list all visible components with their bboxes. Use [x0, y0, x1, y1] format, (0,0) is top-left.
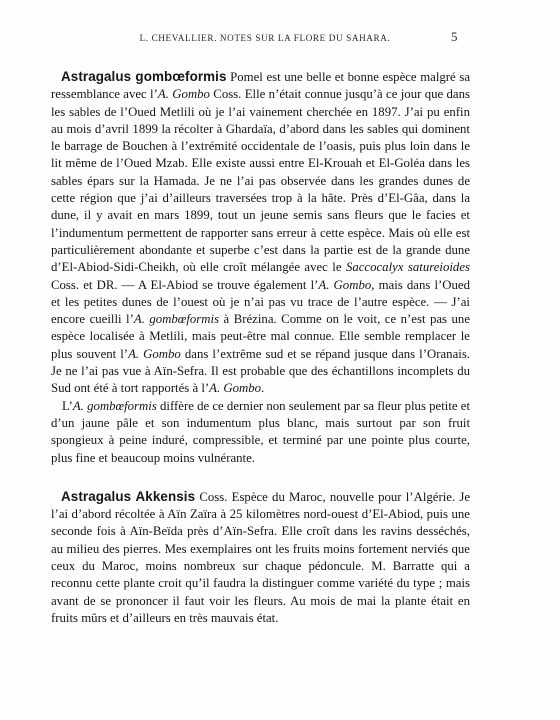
- running-head: L. CHEVALLIER. NOTES SUR LA FLORE DU SAHARA.: [139, 33, 391, 43]
- species-name: Astragalus gombœformis: [61, 69, 227, 84]
- species-name: Astragalus Akkensis: [61, 488, 196, 504]
- text-run: dans l’extrême sud et se répand jusque dans l’Oranais. Je ne l’ai pas vue à Aïn-Sefra. Il est probable que des échantillons incomplets du Sud ont été à tort rapportés à l’: [51, 346, 470, 396]
- text-run: , mais dans l’Oued et les petites dunes de l’ouest où je n’ai pas vu trace de l’autre espèce. — J’ai encore cueilli l’: [51, 277, 470, 327]
- text-run: Coss. et DR. — A El-Abiod se trouve également l’: [51, 277, 319, 292]
- text-run: diffère de ce dernier non seulement par sa fleur plus petite et d’un jaune pâle et son indumentum plus blanc, mais surtout par son fruit spongieux à peine induré, compressible, et terminé par une pointe plus courte, plus fine et beaucoup moins vulnérante.: [51, 398, 470, 465]
- italic-text: A. Gombo: [128, 346, 181, 361]
- page-number: 5: [451, 29, 458, 44]
- text-run: Coss. Espèce du Maroc, nouvelle pour l’Algérie. Je l’ai d’abord récoltée à Aïn Zaïra à 25 kilomètres nord-ouest d’El-Abiod, puis une seconde fois à Aïn-Beïda près d’Aïn-Sefra. Elle croît dans les ravins desséchés, au milieu des pierres. Mes exemplaires ont les fruits moins fortement nerviés que ceux du Maroc, moins nombreux sur chaque pédoncule. M. Barratte qui a reconnu cette plante croit qu’il faudra la distinguer comme variété du type ; mais avant de se prononcer il faut voir les fleurs. Au mois de mai la plante était en fruits mûrs et d’ailleurs en très mauvais état.: [51, 489, 470, 625]
- paragraph: [51, 398, 470, 467]
- section-gap: [51, 467, 470, 488]
- italic-text: A. Gombo: [318, 277, 372, 292]
- text-run: L’: [62, 398, 73, 413]
- paragraph: [51, 488, 470, 627]
- text-run: à Brézina. Comme on le voit, ce n’est pas une espèce localisée à Metlili, mais peut-être mal connue. Elle semble remplacer le plus souvent l’: [51, 312, 471, 361]
- italic-text: A. gombœformis: [133, 312, 220, 327]
- italic-text: A. Gombo: [209, 381, 262, 396]
- italic-text: A. gombœformis: [72, 398, 157, 413]
- italic-text: A. Gombo: [157, 87, 210, 102]
- entry-astragalus-akkensis: [51, 488, 470, 627]
- paragraph: [51, 68, 470, 398]
- italic-text: Saccocalyx satureioides: [345, 260, 470, 275]
- text-run: Pomel est une belle et bonne espèce malgré sa ressemblance avec l’: [51, 70, 471, 102]
- entry-astragalus-gomboeformis: [51, 68, 470, 467]
- text-run: Coss. Elle n’était connue jusqu’à ce jour que dans les sables de l’Oued Metlili où je l’ai vainement cherchée en 1897. J’ai pu enfin au mois d’avril 1899 la récolter à Ghardaïa, d’abord dans les sables qui dominent le barrage de Bouchen à l’extrémité occidentale de l’oasis, puis plus loin dans le lit même de l’Oued Mzab. Elle existe aussi entre El-Krouah et El-Goléa dans les sables épars sur la Hamada. Je ne l’ai pas observée dans les grandes dunes de cette région que j’ai d’ailleurs traversées trop à la hâte. Près d’El-Gâa, dans la dune, il y avait en mars 1899, tout un jeune semis sans fleurs que le facies et l’indumentum permettent de rapporter sans erreur à cette espèce. Mais où elle est particulièrement abondante et superbe c’est dans la partie est de la grande dune d’El-Abiod-Sidi-Cheikh, où elle croît mélangée avec le: [51, 87, 470, 275]
- text-run: .: [261, 381, 265, 396]
- page-body: [51, 68, 470, 627]
